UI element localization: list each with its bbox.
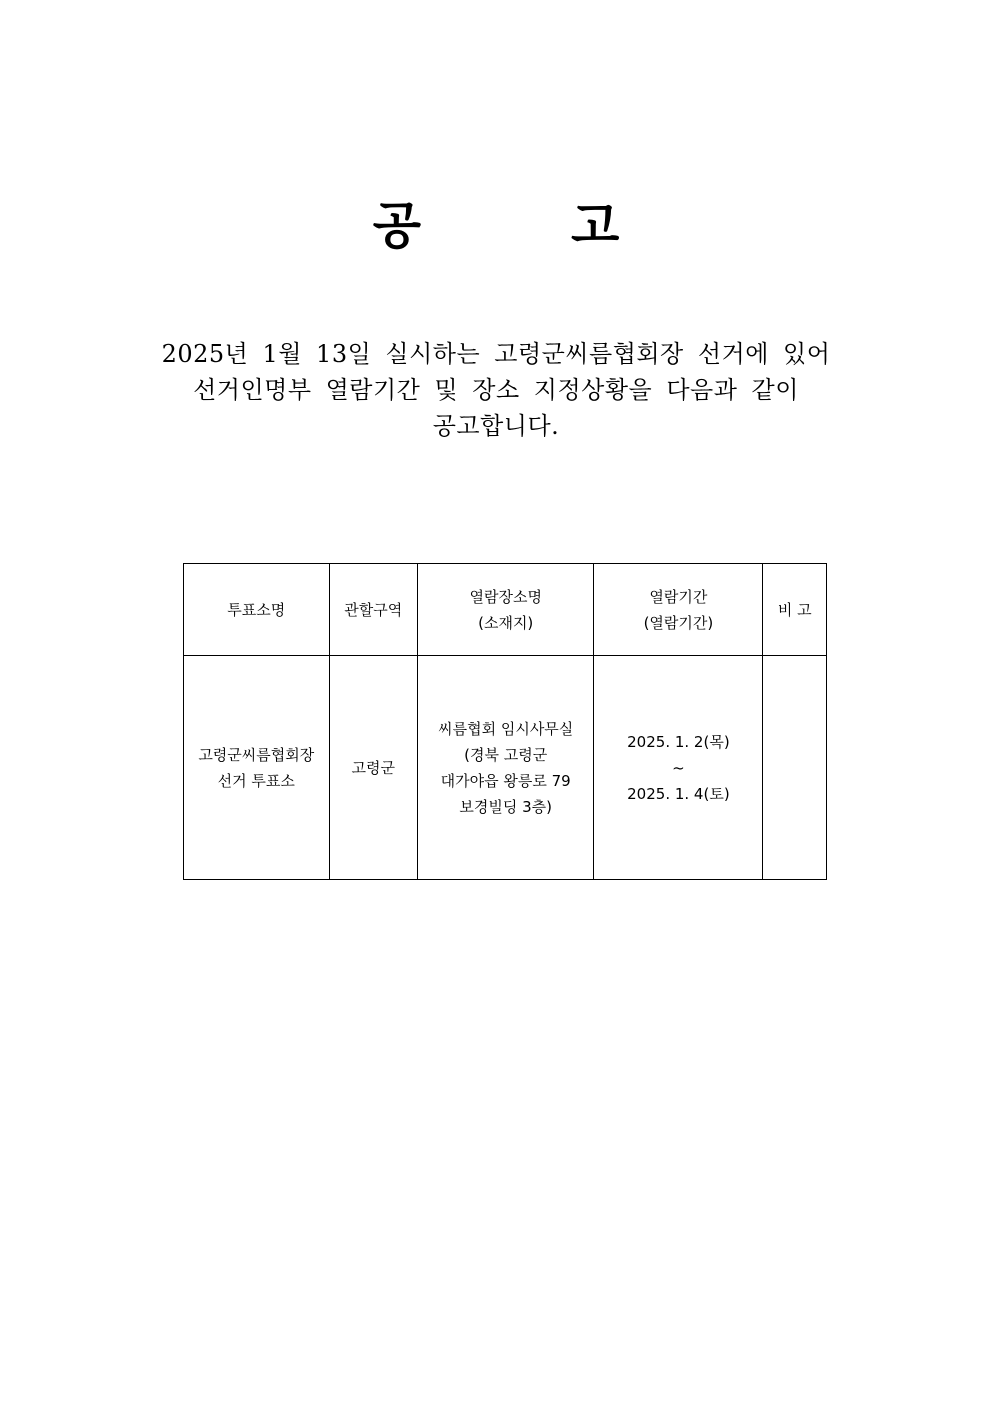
table-header-row: [184, 564, 827, 656]
cell-remarks: [763, 656, 827, 880]
notice-line-1: 2025년 1월 13일 실시하는 고령군씨름협회장 선거에 있어: [161, 340, 831, 368]
notice-line-2: 선거인명부 열람기간 및 장소 지정상황을 다음과 같이: [193, 376, 799, 404]
header-polling-station: 투표소명: [184, 564, 330, 656]
title-char-left: 공: [372, 196, 421, 255]
notice-line-3: 공고합니다.: [432, 412, 560, 440]
cell-jurisdiction: 고령군: [329, 656, 417, 880]
header-remarks: 비 고: [763, 564, 827, 656]
header-period: 열람기간 (열람기간): [594, 564, 763, 656]
page-title: [0, 196, 992, 256]
cell-polling-station: 고령군씨름협회장 선거 투표소: [184, 656, 330, 880]
inspection-table: [183, 563, 827, 880]
cell-period: 2025. 1. 2(목) ~ 2025. 1. 4(토): [594, 656, 763, 880]
cell-venue: 씨름협회 임시사무실 (경북 고령군 대가야읍 왕릉로 79 보경빌딩 3층): [418, 656, 594, 880]
header-venue: 열람장소명 (소재지): [418, 564, 594, 656]
title-char-right: 고: [571, 196, 620, 255]
header-jurisdiction: 관할구역: [329, 564, 417, 656]
table-row: [184, 656, 827, 880]
notice-body: [100, 336, 892, 444]
